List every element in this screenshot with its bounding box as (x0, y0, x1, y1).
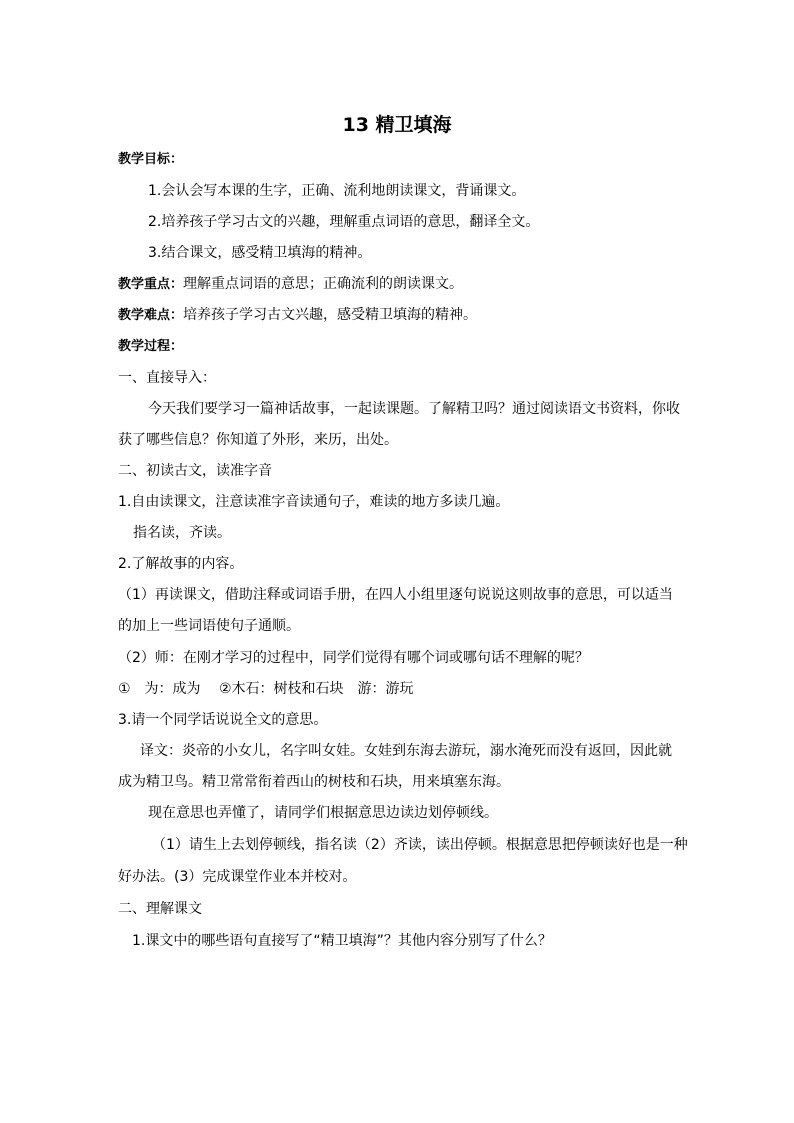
difficulty-label: 教学难点： (118, 308, 184, 323)
translation-line-1: 译文：炎帝的小女儿，名字叫女娃。女娃到东海去游玩，溺水淹死而没有返回，因此就 (140, 743, 672, 759)
goal-1: 1.会认会写本课的生字，正确、流利地朗读课文，背诵课文。 (148, 183, 526, 199)
section-3-item-1: 1.课文中的哪些语句直接写了“精卫填海”？其他内容分别写了什么？ (132, 933, 552, 949)
page-title: 13 精卫填海 (342, 114, 452, 136)
process-label: 教学过程： (118, 339, 184, 354)
difficulty-points (118, 305, 794, 326)
goal-2: 2.培养孩子学习古文的兴趣，理解重点词语的意思，翻译全文。 (148, 214, 540, 230)
section-2-item-2-b: （2）师：在刚才学习的过程中，同学们觉得有哪个词或哪句话不理解的呢？ (118, 650, 589, 666)
goal-3: 3.结合课文，感受精卫填海的精神。 (148, 245, 372, 261)
section-2-item-3-steps-line-2: 好办法。(3）完成课堂作业本并校对。 (118, 869, 357, 885)
key-points (118, 274, 794, 295)
section-1-paragraph-line-1: 今天我们要学习一篇神话故事，一起读课题。了解精卫吗？通过阅读语文书资料，你收 (148, 401, 680, 417)
difficulty-text: 培养孩子学习古文兴趣，感受精卫填海的精神。 (183, 307, 478, 323)
section-2-item-2-a-line-1: （1）再读课文，借助注释或词语手册，在四人小组里逐句说说这则故事的意思，可以适当 (118, 587, 673, 603)
key-label: 教学重点： (118, 277, 184, 292)
section-1-heading: 一、直接导入： (118, 370, 216, 386)
goals-label: 教学目标： (118, 152, 184, 167)
section-2-heading: 二、初读古文，读准字音 (118, 463, 272, 479)
section-2-item-3: 3.请一个同学话说说全文的意思。 (118, 712, 328, 728)
section-2-item-3-steps-line-1: （1）请生上去划停顿线，指名读（2）齐读，读出停顿。根据意思把停顿读好也是一种 (152, 837, 688, 853)
translation-line-2: 成为精卫鸟。精卫常常衔着西山的树枝和石块，用来填塞东海。 (118, 774, 510, 790)
section-3-heading: 二、理解课文 (118, 901, 202, 917)
section-2-item-3-paragraph: 现在意思也弄懂了，请同学们根据意思边读边划停顿线。 (148, 805, 498, 821)
key-text: 理解重点词语的意思；正确流利的朗读课文。 (183, 276, 464, 292)
section-2-item-2-words: ① 为：成为 ②木石：树枝和石块 游：游玩 (118, 681, 414, 697)
section-2-item-2-a-line-2: 的加上一些词语使句子通顺。 (118, 618, 300, 634)
section-2-item-1-sub: 指名读，齐读。 (133, 525, 231, 541)
section-2-item-1: 1.自由读课文，注意读准字音读通句子，难读的地方多读几遍。 (118, 494, 510, 510)
section-2-item-2: 2.了解故事的内容。 (118, 556, 244, 572)
section-1-paragraph-line-2: 获了哪些信息？你知道了外形，来历，出处。 (118, 432, 398, 448)
